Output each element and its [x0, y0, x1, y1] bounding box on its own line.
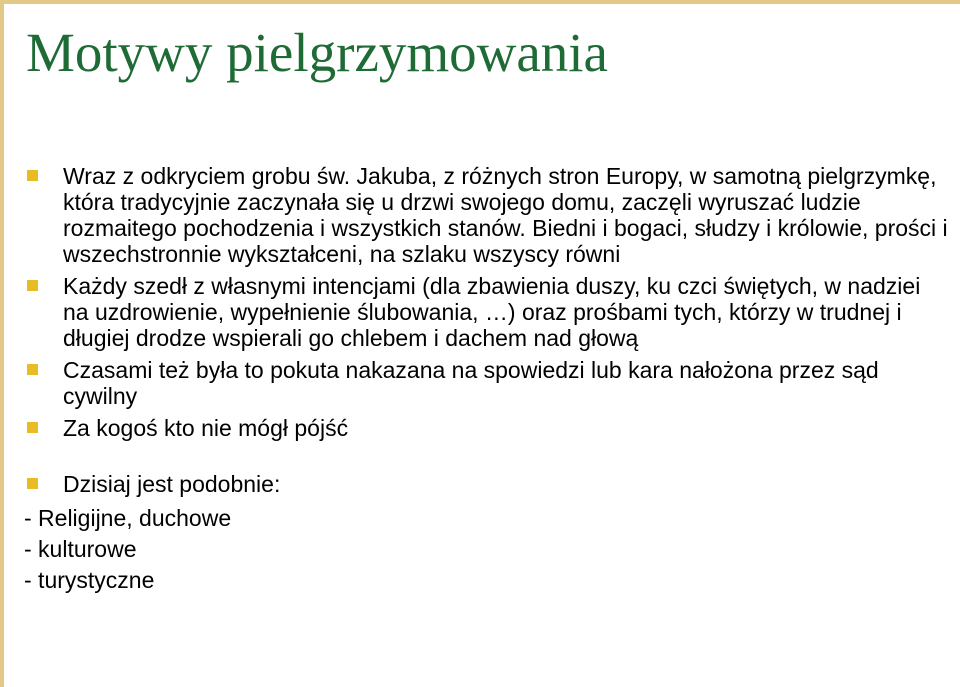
bullet-text: Każdy szedł z własnymi intencjami (dla zbawienia duszy, ku czci świętych, w nadziei na uzdrowienie, wypełnienie ślubowania, …) oraz prośbami tych, którzy w trudnej i długiej drodze wspierali go chlebem i dachem nad głową — [63, 273, 921, 351]
slide-content — [20, 163, 948, 596]
square-bullet-icon — [27, 170, 38, 181]
today-list-item: - turystyczne — [24, 567, 155, 593]
blank-line — [20, 447, 948, 471]
today-list-item: - Religijne, duchowe — [24, 505, 232, 531]
square-bullet-icon — [27, 280, 38, 291]
left-border-line — [0, 0, 4, 687]
bullet-item — [20, 357, 948, 409]
today-list-item: - kulturowe — [24, 536, 137, 562]
bullet-text: Wraz z odkryciem grobu św. Jakuba, z różnych stron Europy, w samotną pielgrzymkę, która tradycyjnie zaczynała się u drzwi swojego domu, zaczęli wyruszać ludzie rozmaitego pochodzenia i wszystkich stanów. Biedni i bogaci, słudzy i królowie, prości i wszechstronnie wykształceni, na szlaku wszyscy równi — [63, 163, 948, 267]
square-bullet-icon — [27, 422, 38, 433]
bullet-text: Czasami też była to pokuta nakazana na spowiedzi lub kara nałożona przez sąd cywilny — [63, 357, 879, 409]
top-border-line — [0, 0, 960, 4]
bullet-text: Dzisiaj jest podobnie: — [63, 471, 281, 497]
slide-title: Motywy pielgrzymowania — [26, 22, 608, 83]
bullet-item — [20, 415, 948, 441]
bullet-text: Za kogoś kto nie mógł pójść — [63, 415, 349, 441]
square-bullet-icon — [27, 364, 38, 375]
square-bullet-icon — [27, 478, 38, 489]
bullet-item-today — [20, 471, 948, 497]
bullet-item — [20, 273, 948, 351]
bullet-item — [20, 163, 948, 267]
